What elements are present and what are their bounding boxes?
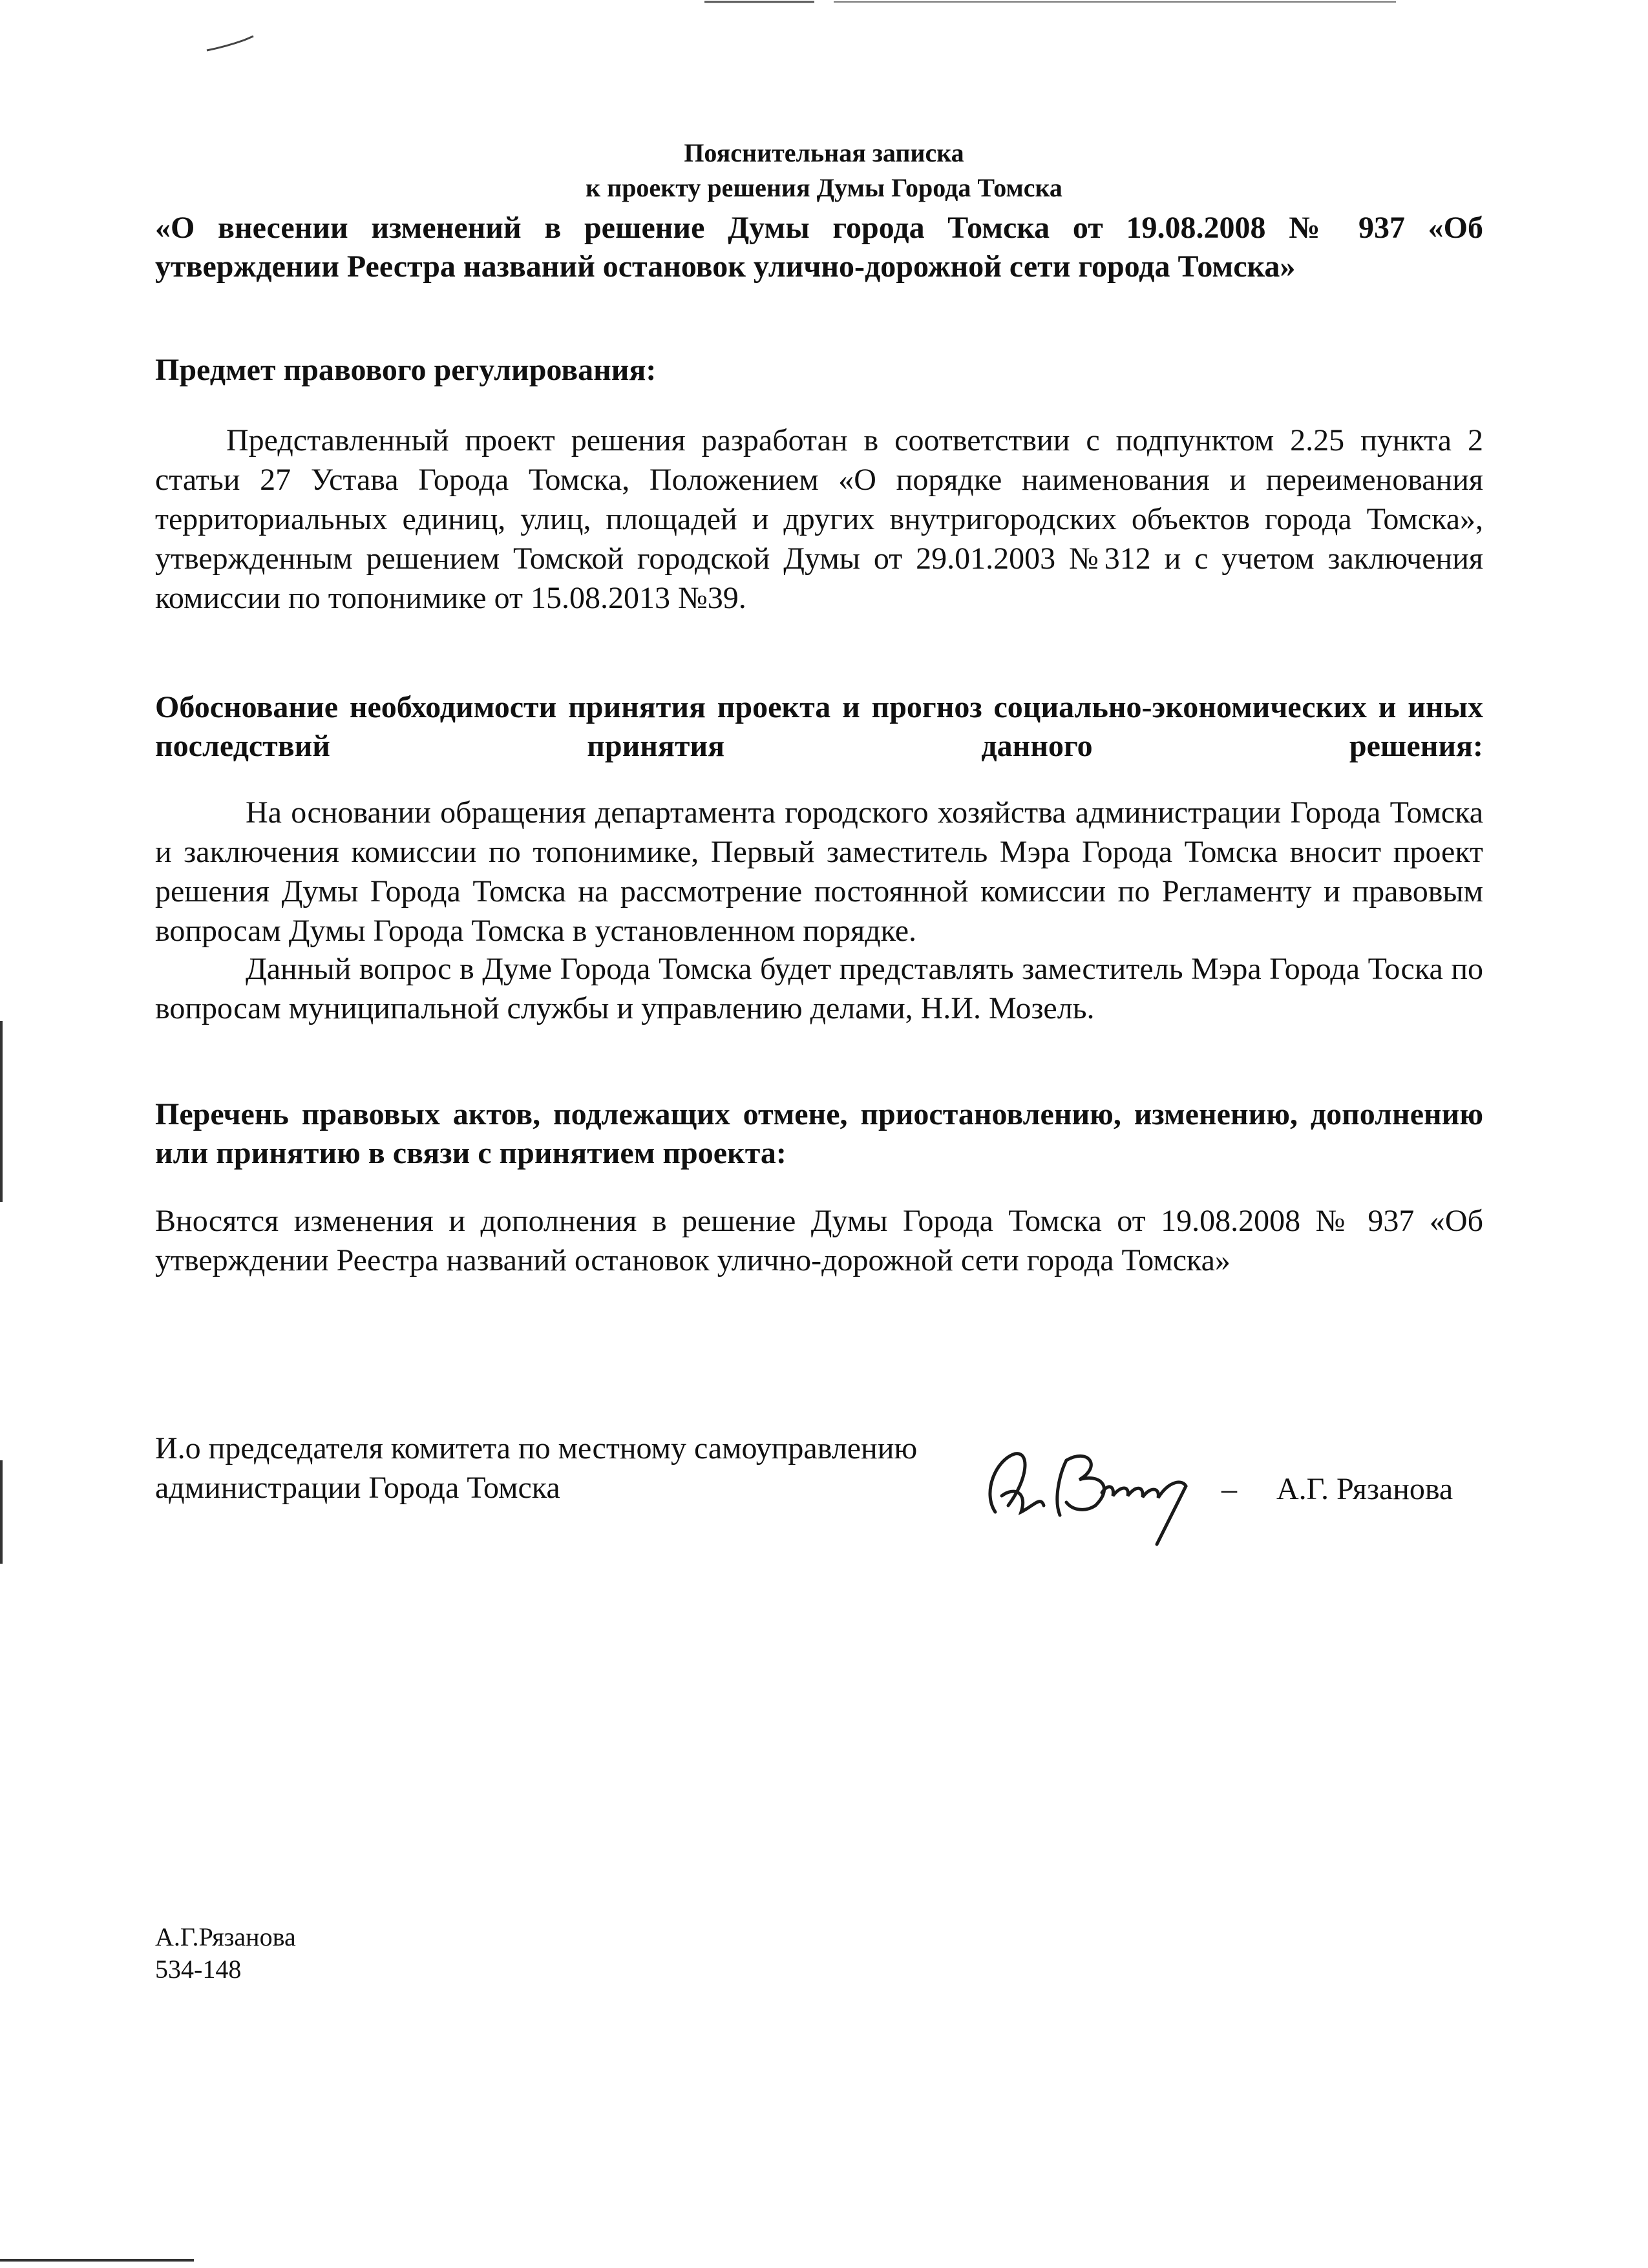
section2-heading-text: Обоснование необходимости принятия проекта и прогноз социально-экономических и иных последствий принятия данного решения: — [155, 690, 1483, 763]
section2-paragraph1: На основании обращения департамента городского хозяйства администрации Города Томска и заключения комиссии по топонимике, Первый заместитель Мэра Города Томска вносит проект решения Думы Города Томска на рассмотрение постоянной комиссии по Регламенту и правовым вопросам Думы Города Томска в установленном порядке. — [155, 795, 1483, 948]
doc-subtitle: к проекту решения Думы Города Томска — [586, 173, 1062, 202]
doc-title: Пояснительная записка — [684, 138, 964, 167]
signatory-position-line2: администрации Города Томска — [155, 1470, 560, 1505]
executor-block — [155, 1921, 296, 1986]
signatory-position-line1: И.о председателя комитета по местному самоуправлению — [155, 1431, 918, 1465]
signatory-name: А.Г. Рязанова — [1276, 1472, 1453, 1506]
executor-name: А.Г.Рязанова — [155, 1922, 296, 1951]
section1-paragraph: Представленный проект решения разработан в соответствии с подпунктом 2.25 пункта 2 статьи 27 Устава Города Томска, Положением «О порядке наименования и переименования территориальных единиц, улиц, площадей и других внутригородских объектов города Томска», утвержденным решением Томской городской Думы от 29.01.2003 №312 и с учетом заключения комиссии по топонимике от 15.08.2013 №39. — [155, 423, 1483, 615]
doc-subject — [155, 209, 1483, 286]
section3-heading: Перечень правовых актов, подлежащих отмене, приостановлению, изменению, дополнению или принятию в связи с принятием проекта: — [155, 1097, 1483, 1170]
title-block — [155, 136, 1493, 205]
signatory-position — [155, 1429, 995, 1508]
section2-paragraph2: Данный вопрос в Думе Города Томска будет представлять заместитель Мэра Города Тоска по вопросам муниципальной службы и управлению делами, Н.И. Мозель. — [155, 952, 1483, 1025]
handwritten-signature — [969, 1434, 1209, 1551]
doc-subject-line2: утверждении Реестра названий остановок улично-дорожной сети города Томска» — [155, 249, 1296, 284]
pen-mark — [207, 36, 253, 50]
section3-paragraph: Вносятся изменения и дополнения в решение Думы Города Томска от 19.08.2008 № 937 «Об утверждении Реестра названий остановок улично-дорожной сети города Томска» — [155, 1204, 1483, 1277]
signature-dash: – — [1221, 1472, 1237, 1506]
doc-subject-line1: «О внесении изменений в решение Думы города Томска от 19.08.2008 № 937 «Об — [155, 211, 1483, 245]
section2-heading — [155, 688, 1483, 766]
section1-heading: Предмет правового регулирования: — [155, 353, 657, 387]
executor-phone: 534-148 — [155, 1955, 242, 1984]
